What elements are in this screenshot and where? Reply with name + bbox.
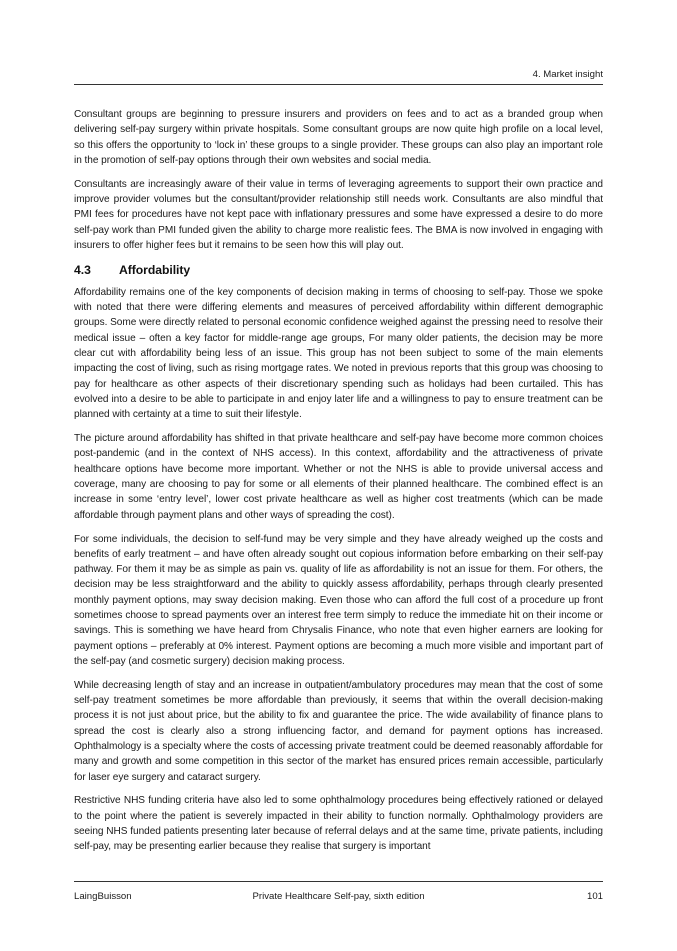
section-title: Affordability	[119, 262, 191, 277]
paragraph: While decreasing length of stay and an increase in outpatient/ambulatory procedures may mean that the cost of some self-pay treatment sometimes be more affordable than previously, it seems that within the overall decision-making process it is not just about price, but the ability to fix and guarantee the price. The wide availability of finance plans to spread the cost is clearly also a strong influencing factor, and demand for payment options has increased. Ophthalmology is a specialty where the costs of accessing private treatment could be deemed reasonably affordable for many and growth and some competition in this sector of the market has ensured prices remain accessible, particularly for laser eye surgery and cataract surgery.	[74, 679, 603, 783]
header-rule	[74, 84, 603, 85]
footer-title: Private Healthcare Self-pay, sixth edition	[252, 891, 425, 902]
section-heading	[74, 262, 603, 279]
footer-rule	[74, 881, 603, 882]
paragraph: Affordability remains one of the key components of decision making in terms of choosing to self-pay. Those we spoke with noted that there were differing elements and measures of perceived affordability within different demographic groups. Some were directly related to personal economic confidence weighed against the pressing need to resolve their medical issue – often a key factor for middle-range age groups, For many older patients, the decision may be more clear cut with affordability being less of an issue. This group has not been subject to some of the main elements impacting the cost of living, such as rising mortgage rates. We noted in previous reports that this group was choosing to pay for healthcare as other aspects of their discretionary spending such as holidays had been curtailed. This has evolved into a desire to be able to participate in and enjoy later life and a willingness to pay to ensure treatment can be planned with certainty at a time to suit their lifestyle.	[74, 286, 603, 421]
paragraph: Consultant groups are beginning to pressure insurers and providers on fees and to act as a branded group when delivering self-pay surgery within private hospitals. Some consultant groups are now quite high profile on a local level, so this offers the opportunity to ‘lock in’ these groups to a single provider. These groups can also play an important role in the promotion of self-pay options through their own websites and social media.	[74, 109, 603, 166]
paragraph: The picture around affordability has shifted in that private healthcare and self-pay have become more common choices post-pandemic (and in the context of NHS access). In this context, affordability and the attractiveness of private healthcare options have become more important. Whether or not the NHS is able to provide universal access and coverage, many are choosing to pay for some or all elements of their planned healthcare. The combined effect is an increase in some ‘entry level’, lower cost private healthcare as well as higher cost treatments (which can be made affordable through payment plans and other ways of spreading the cost).	[74, 433, 603, 521]
body-text	[74, 107, 603, 863]
running-header: 4. Market insight	[532, 69, 603, 80]
footer-publisher: LaingBuisson	[74, 891, 132, 902]
paragraph: Restrictive NHS funding criteria have also led to some ophthalmology procedures being effectively rationed or delayed to the point where the patient is severely impacted in their ability to function normally. Ophthalmology providers are seeing NHS funded patients presenting later because of referral delays and at the same time, private patients, including self-pay, may be presenting earlier because they realise that surgery is important	[74, 795, 603, 853]
paragraph: Consultants are increasingly aware of their value in terms of leveraging agreements to support their own practice and improve provider volumes but the consultant/provider relationship still needs work. Consultants are also mindful that PMI fees for procedures have not kept pace with inflationary pressures and some have expressed a desire to do more self-pay work than PMI funded given the ability to charge more realistic fees. The BMA is now involved in engaging with insurers to offer higher fees but it remains to be seen how this will play out.	[74, 178, 603, 251]
page-number: 101	[586, 891, 603, 902]
section-number: 4.3	[74, 262, 91, 277]
paragraph: For some individuals, the decision to self-fund may be very simple and they have already weighed up the costs and benefits of early treatment – and have often already sought out copious information before embarking on their self-pay pathway. For them it may be as simple as pain vs. quality of life as affordability is not an issue for them. For others, the decision may be less straightforward and the ability to quickly assess affordability, perhaps through clearly presented monthly payment options, may sway decision making. Even those who can afford the full cost of a procedure up front sometimes choose to spread payments over an interest free term simply to reduce the immediate hit on their income or savings. This is something we have heard from Chrysalis Finance, who note that even higher earners are looking for payment options – preferably at 0% interest. Payment options are becoming a much more visible and important part of the self-pay (and cosmetic surgery) decision making process.	[74, 533, 603, 667]
